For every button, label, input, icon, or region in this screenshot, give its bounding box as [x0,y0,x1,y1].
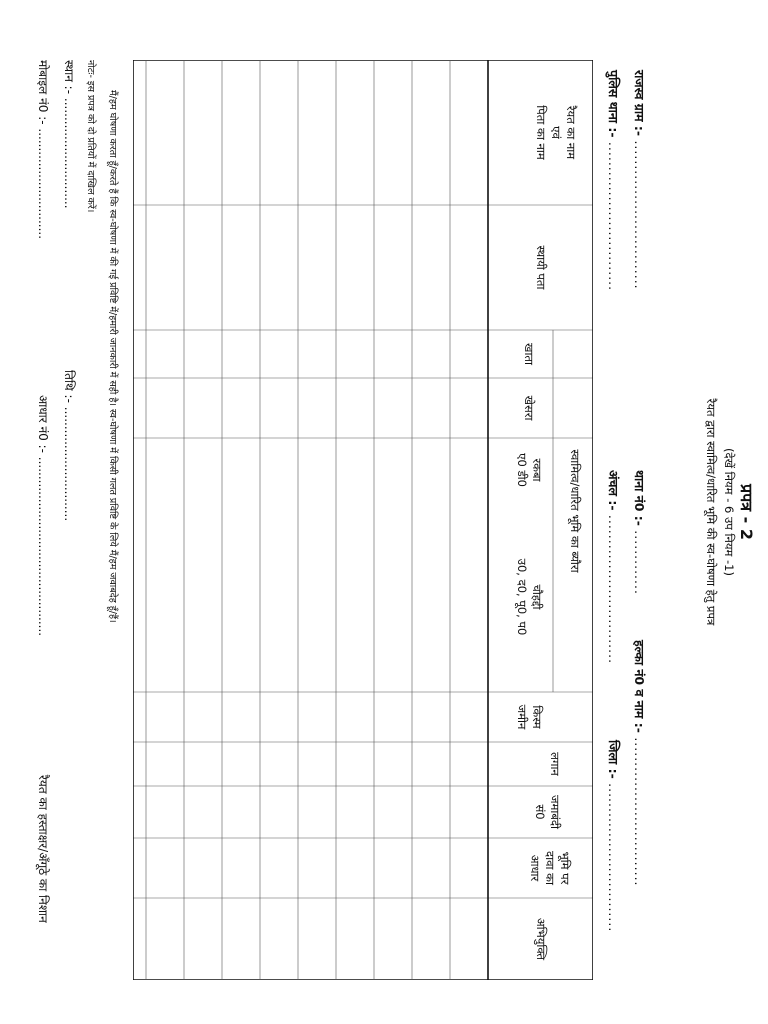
col-header-khata: खाता [522,343,536,365]
aadhar-dots: ............................................... [36,456,50,637]
aadhar-field [35,395,52,636]
place-field [61,60,78,209]
revenue-village-dots: .............................. [632,140,647,290]
mobile-label: मोबाइल नं0 :- [36,60,50,125]
col-header-khesra: खेसरा [522,395,536,421]
thana-no-dots: ............. [632,530,647,595]
district-dots: .............................. [606,783,621,933]
col-header-jamabandi: जमाबंदी सं0 [533,794,562,830]
district-label: जिला :- [606,740,621,779]
copies-note: नोटः- इस प्रपत्र को दो प्रतियों में दाखिल करें। [85,60,96,213]
col-group-land-details: स्वामित्व/धारित भूमि का ब्यौरा [568,449,582,573]
form-subtitle: (देखें नियम - 6 उप नियम -1) [722,447,736,576]
col-header-lagan: लगान [548,752,562,776]
col-header-name: रैयत का नाम एवं पिता का नाम [534,105,578,160]
col-header-claim-basis: भूमि पर दावा का आधार [528,851,572,885]
thana-no-label: थाना नं0 :- [632,470,647,526]
mobile-dots: ............................. [36,128,50,240]
mobile-field [35,60,52,239]
police-station-label: पुलिस थाना :- [606,70,621,138]
signature-label: रैयत का हस्ताक्षर/अँगूठे का निशान [36,775,50,923]
date-label: तिथि :- [62,370,76,403]
col-header-rakba: रकबा ए0 डी0 [515,453,544,487]
revenue-village-label: राजस्व ग्राम :- [632,70,647,137]
col-header-address: स्थायी पता [534,245,548,290]
police-station-dots: .............................. [606,141,621,292]
place-label: स्थान :- [62,60,76,95]
place-dots: ............................. [62,97,76,209]
declaration-text: मैं/हम घोषणा करता हूँ/करते हैं कि स्व-घोषणा में की गई प्रविष्टि में/हमारी जानकारी में सही है। स्व-घोषणा में किसी गलत प्रविष्टि के लिये मैं/हम जवाबदेह हूँ/हैं। [107,90,118,623]
police-station-field [605,70,622,291]
anchal-field [605,470,622,664]
halka-dots: .............................. [632,737,647,887]
col-header-remarks: अभियुक्ति [534,917,548,961]
aadhar-label: आधार नं0 :- [36,395,50,453]
anchal-label: अंचल :- [606,470,621,511]
date-dots: .............................. [62,406,76,522]
revenue-village-field [631,70,648,290]
district-field [605,740,622,932]
form-title: प्रपत्र - 2 [737,484,756,540]
halka-field [631,640,648,887]
thana-no-field [631,470,648,595]
col-header-kism: किस्म जमीन [515,704,544,730]
form-subheading: रैयत द्वारा स्वामित्व/धारित भूमि की स्व-घोषणा हेतु प्रपत्र [704,398,718,626]
anchal-dots: .............................. [606,514,621,665]
date-field [61,370,78,521]
halka-label: हल्का नं0 व नाम :- [632,640,647,733]
col-header-chauhaddi: चौहद्दी उ0, द0, पू0, प0 [515,558,544,636]
